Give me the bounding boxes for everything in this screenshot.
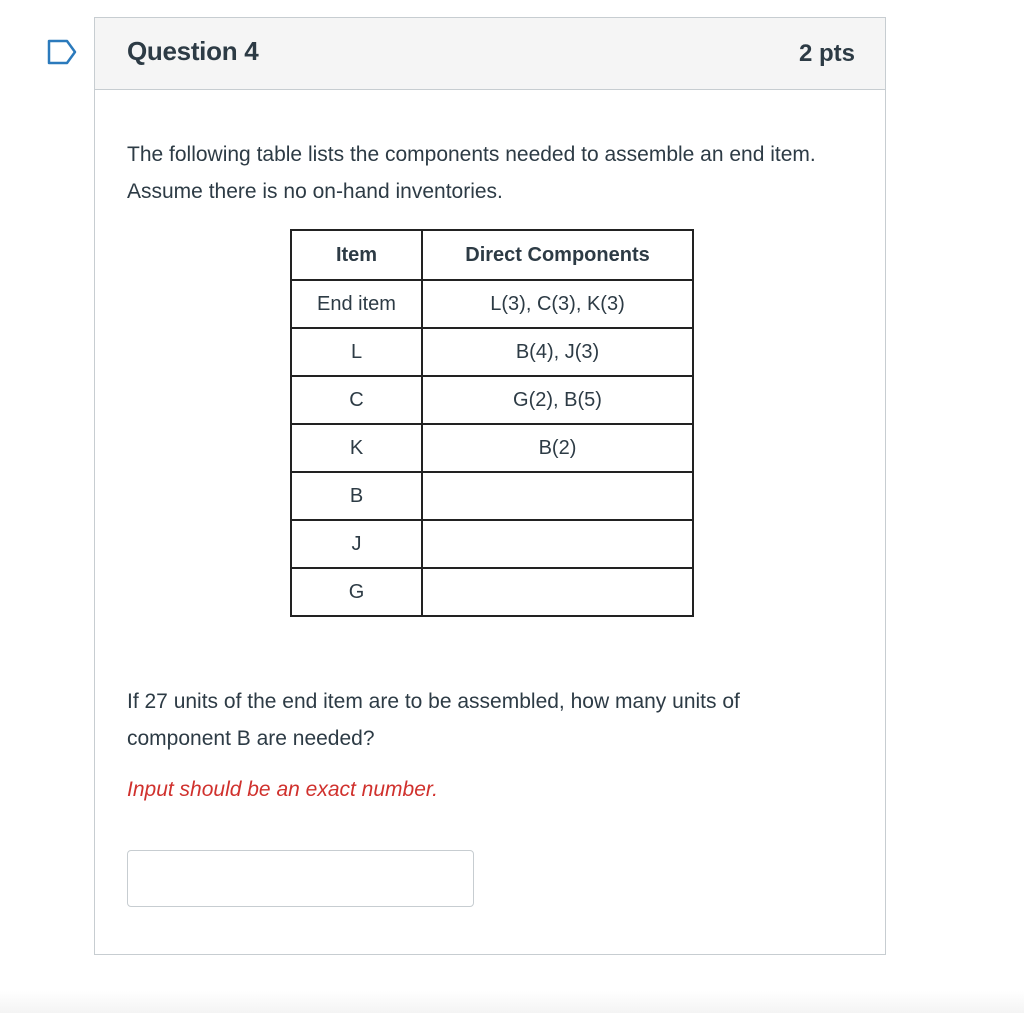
components-cell <box>422 520 693 568</box>
question-points: 2 pts <box>798 40 855 67</box>
components-cell <box>422 568 693 616</box>
question-prompt: If 27 units of the end item are to be assembled, how many units of component B are needed? <box>127 690 740 750</box>
table-row <box>291 280 693 328</box>
components-table <box>290 229 694 617</box>
table-row <box>291 328 693 376</box>
question-title: Question 4 <box>127 36 259 66</box>
question-intro: The following table lists the components needed to assemble an end item. Assume there is no on-hand inventories. <box>127 143 816 203</box>
components-cell: L(3), C(3), K(3) <box>422 280 693 328</box>
components-cell: B(2) <box>422 424 693 472</box>
flag-question-icon[interactable] <box>46 38 78 66</box>
question-card <box>94 17 886 955</box>
column-header-item: Item <box>291 230 422 280</box>
input-instruction: Input should be an exact number. <box>127 778 438 801</box>
item-cell: J <box>291 520 422 568</box>
table-row <box>291 376 693 424</box>
item-cell: G <box>291 568 422 616</box>
item-cell: K <box>291 424 422 472</box>
table-row <box>291 568 693 616</box>
table-row <box>291 520 693 568</box>
question-header <box>95 18 885 90</box>
table-header-row <box>291 230 693 280</box>
item-cell: C <box>291 376 422 424</box>
item-cell: L <box>291 328 422 376</box>
column-header-direct-components: Direct Components <box>422 230 693 280</box>
components-cell <box>422 472 693 520</box>
table-row <box>291 472 693 520</box>
components-cell: B(4), J(3) <box>422 328 693 376</box>
item-cell: End item <box>291 280 422 328</box>
table-row <box>291 424 693 472</box>
answer-input[interactable] <box>127 850 474 907</box>
components-cell: G(2), B(5) <box>422 376 693 424</box>
bottom-edge <box>0 991 1024 1013</box>
item-cell: B <box>291 472 422 520</box>
